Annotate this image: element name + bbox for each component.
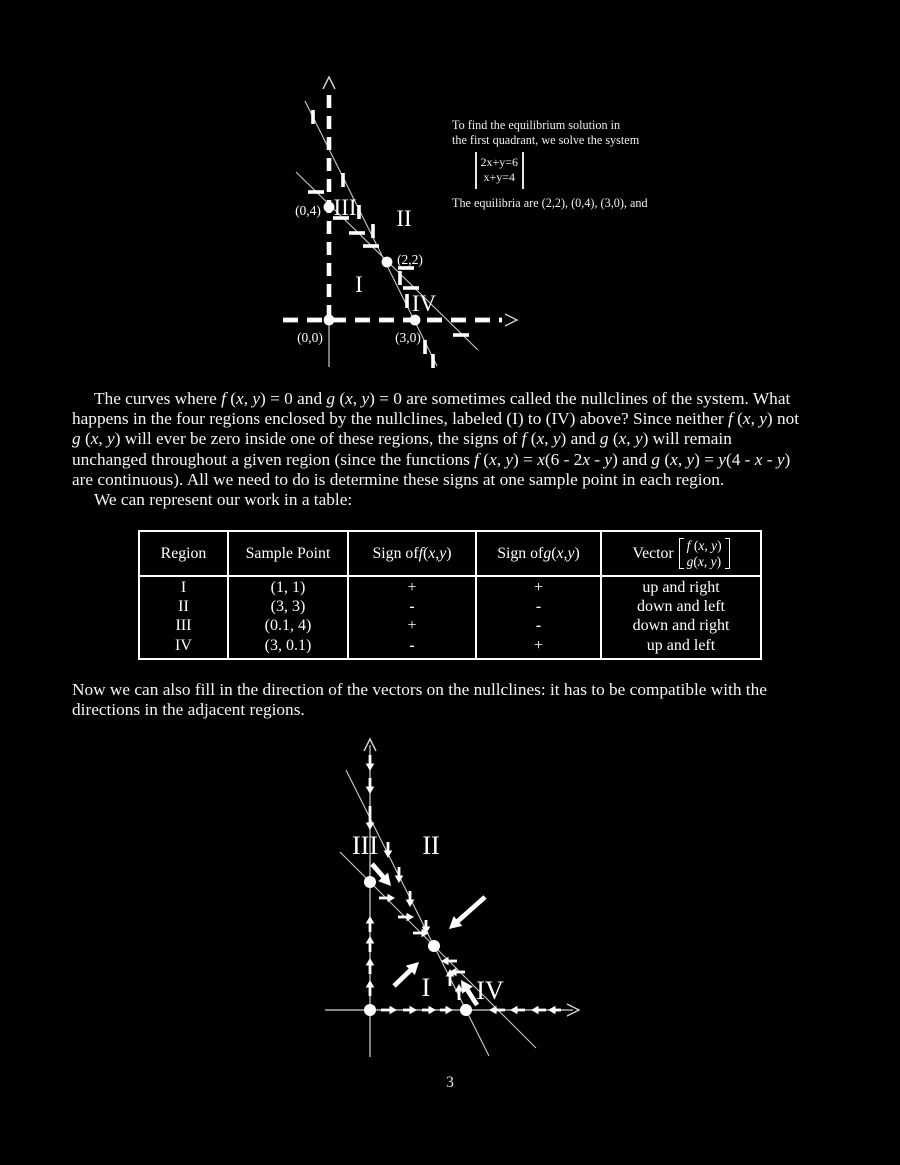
svg-text:II: II (422, 831, 440, 860)
svg-text:IV: IV (411, 291, 437, 316)
svg-text:III: III (333, 195, 357, 220)
svg-text:(2,2): (2,2) (397, 252, 423, 267)
paragraph-line: Now we can also fill in the direction of the vectors on the nullclines: it has to be compatible with the (72, 680, 767, 699)
figure-nullclines-diagram (270, 70, 540, 380)
vector-label: Vector (632, 544, 674, 562)
paragraph-line: happens in the four regions enclosed by the nullclines, labeled (I) to (IV) above? Since neither f (x, y) not (72, 409, 800, 429)
nullcline-lines (296, 101, 478, 366)
paragraph-line: are continuous). All we need to do is determine these signs at one sample point in each region. (72, 469, 725, 489)
table-cell: III (175, 617, 192, 635)
paragraph-line: directions in the adjacent regions. (72, 700, 305, 720)
note-line-2: the first quadrant, we solve the system (452, 133, 640, 148)
table-cell: I (180, 579, 187, 596)
table-cell: + (407, 617, 417, 635)
header-vector (602, 532, 760, 575)
svg-text:III: III (352, 831, 378, 860)
table-cell: - (535, 617, 542, 635)
svg-text:I: I (355, 272, 363, 297)
table-header-row (140, 532, 760, 577)
vector-matrix (679, 538, 730, 569)
svg-text:II: II (396, 206, 412, 231)
equation-1: 2x+y=6 (480, 154, 519, 169)
table-cell: (1, 1) (270, 579, 306, 596)
svg-text:I: I (421, 973, 431, 1002)
header-sign-f: Sign of f ( x , y ) (349, 532, 477, 575)
equation-2: x+y=4 (483, 170, 516, 185)
header-sign-g: Sign of g ( x , y ) (477, 532, 602, 575)
paragraph-nullclines (72, 389, 799, 510)
table-cell: down and right (632, 617, 730, 635)
table-cell: IV (175, 636, 192, 654)
paragraph-line: unchanged throughout a given region (since the functions f (x, y) = x(6 - 2x - y) and g (x, y) = y(4 - x - y) (72, 449, 791, 469)
table-body (140, 577, 760, 658)
paragraph-line: g (x, y) will ever be zero inside one of these regions, the signs of f (x, y) and g (x, y) will remain (72, 429, 732, 449)
table-column-vector (602, 577, 760, 658)
paragraph-line: The curves where f (x, y) = 0 and g (x, y) = 0 are sometimes called the nullclines of the system. What (94, 389, 791, 408)
vector-row-f: f (x, y) (686, 538, 722, 553)
header-sample-point: Sample Point (229, 532, 349, 575)
table-cell: down and left (637, 598, 725, 616)
table-cell: (0.1, 4) (264, 617, 312, 635)
system-right-bar (522, 152, 524, 189)
table-cell: + (407, 579, 417, 596)
table-cell: - (409, 636, 415, 654)
header-region: Region (140, 532, 229, 575)
table-column-sign_f (349, 577, 477, 658)
svg-text:IV: IV (476, 976, 504, 1005)
table-cell: - (409, 598, 415, 616)
table-cell: (3, 3) (270, 598, 306, 616)
paragraph-line: We can represent our work in a table: (94, 490, 353, 510)
signs-table (138, 530, 762, 660)
table-cell: - (535, 598, 542, 616)
paragraph-directions (72, 680, 767, 720)
figure-direction-field-diagram (315, 730, 590, 1065)
figure1-note (452, 118, 648, 211)
svg-text:(0,0): (0,0) (297, 330, 323, 345)
table-cell: up and left (646, 636, 716, 654)
table-cell: + (533, 636, 544, 654)
page-number: 3 (446, 1074, 454, 1091)
vector-row-g: g(x, y) (686, 553, 722, 569)
table-cell: (3, 0.1) (264, 636, 312, 654)
table-column-sign_g (477, 577, 602, 658)
note-line-3: The equilibria are (2,2), (0,4), (3,0), and (452, 195, 648, 210)
right-bracket (725, 538, 730, 569)
table-column-sample_point (229, 577, 349, 658)
equation-system (475, 152, 648, 189)
region-labels (352, 831, 504, 1005)
table-cell: II (178, 598, 189, 616)
table-cell: + (533, 579, 544, 596)
table-cell: up and right (642, 579, 720, 596)
svg-text:(3,0): (3,0) (395, 330, 421, 345)
svg-text:(0,4): (0,4) (295, 203, 321, 218)
note-line-1: To find the equilibrium solution in (452, 118, 621, 132)
table-column-region (140, 577, 229, 658)
